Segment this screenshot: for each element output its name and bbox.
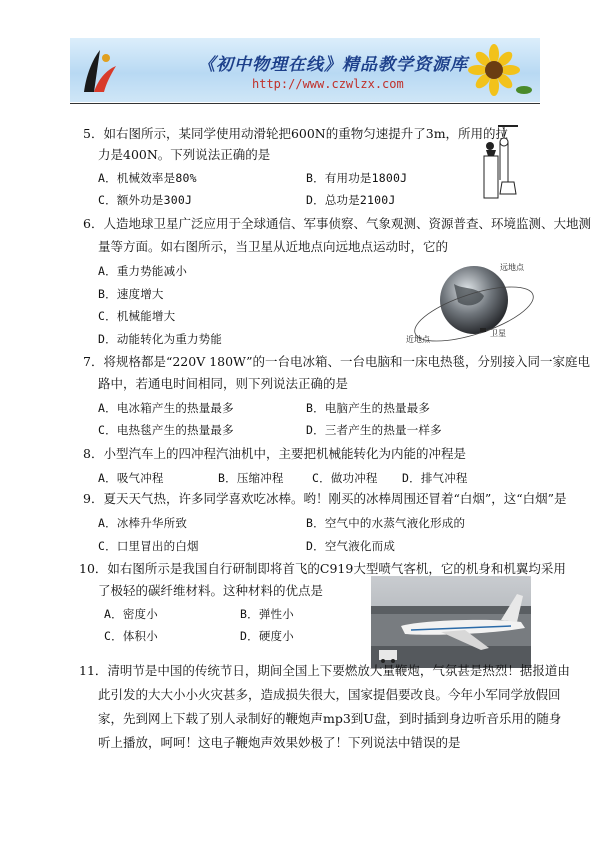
q7-option-c[interactable]: C．电热毯产生的热量最多: [98, 423, 234, 437]
q9-option-d[interactable]: D．空气液化而成: [306, 539, 396, 553]
q10-stem-line-1: 10．如右图所示是我国自行研制即将首飞的C919大型喷气客机，它的机身和机翼均采用: [79, 561, 566, 576]
q8-option-c[interactable]: C．做功冲程: [312, 471, 378, 485]
q6-option-c[interactable]: C．机械能增大: [98, 309, 176, 323]
satellite-icon: [480, 328, 486, 332]
q10-option-d[interactable]: D．硬度小: [240, 629, 294, 643]
q7-option-b[interactable]: B．电脑产生的热量最多: [306, 401, 431, 415]
q9-stem-line-1: 9．夏天天气热，许多同学喜欢吃冰棒。哟！刚买的冰棒周围还冒着“白烟”，这“白烟”是: [83, 491, 567, 506]
q7-stem-line-2: 路中，若通电时间相同，则下列说法正确的是: [98, 376, 349, 391]
site-logo-icon: [76, 46, 120, 96]
header-banner: [70, 38, 540, 102]
sunflower-icon: [464, 40, 534, 100]
c919-airplane-photo: [371, 576, 531, 668]
q5-option-c[interactable]: C．额外功是300J: [98, 193, 193, 207]
q10-option-a[interactable]: A．密度小: [104, 607, 158, 621]
q10-option-c[interactable]: C．体积小: [104, 629, 158, 643]
satellite-orbit-figure: [404, 262, 534, 346]
q6-option-d[interactable]: D．动能转化为重力势能: [98, 332, 223, 346]
q9-option-b[interactable]: B．空气中的水蒸气液化形成的: [306, 516, 466, 530]
q6-stem-line-1: 6．人造地球卫星广泛应用于全球通信、军事侦察、气象观测、资源普查、环境监测、大地测: [83, 216, 591, 231]
q7-option-a[interactable]: A．电冰箱产生的热量最多: [98, 401, 234, 415]
q6-option-b[interactable]: B．速度增大: [98, 287, 164, 301]
q8-option-a[interactable]: A．吸气冲程: [98, 471, 164, 485]
header-rule: [70, 103, 540, 104]
q11-stem-line-1: 11．清明节是中国的传统节日，期间全国上下要燃放大量鞭炮，气氛甚是热烈！据报道由: [79, 663, 570, 678]
q8-option-b[interactable]: B．压缩冲程: [218, 471, 284, 485]
pulley-figure-icon: [470, 124, 520, 204]
label-far-point: 远地点: [500, 263, 524, 272]
site-url[interactable]: http://www.czwlzx.com: [252, 77, 404, 91]
q11-stem-line-4: 听上播放，呵呵！这电子鞭炮声效果妙极了！下列说法中错误的是: [98, 735, 461, 750]
site-title: 《初中物理在线》精品教学资源库: [198, 55, 468, 75]
q5-option-a[interactable]: A．机械效率是80%: [98, 171, 197, 185]
q6-option-a[interactable]: A．重力势能减小: [98, 264, 188, 278]
label-near-point: 近地点: [406, 335, 430, 344]
q6-stem-line-2: 量等方面。如右图所示，当卫星从近地点向远地点运动时，它的: [98, 239, 449, 254]
q10-option-b[interactable]: B．弹性小: [240, 607, 294, 621]
q5-stem-line-2: 力是400N。下列说法正确的是: [98, 147, 271, 162]
q7-stem-line-1: 7．将规格都是“220V 180W”的一台电冰箱、一台电脑和一床电热毯，分别接入同一家庭电: [83, 354, 591, 369]
q5-option-b[interactable]: B．有用功是1800J: [306, 171, 408, 185]
q5-stem-line-1: 5．如右图所示，某同学使用动滑轮把600N的重物匀速提升了3m，所用的拉: [83, 126, 509, 141]
q7-option-d[interactable]: D．三者产生的热量一样多: [306, 423, 442, 437]
q8-option-d[interactable]: D．排气冲程: [402, 471, 468, 485]
q11-stem-line-3: 家，先到网上下载了别人录制好的鞭炮声mp3到U盘，到时插到身边听音乐用的随身: [98, 711, 562, 726]
label-satellite: 卫星: [490, 329, 506, 338]
q9-option-a[interactable]: A．冰棒升华所致: [98, 516, 188, 530]
q8-stem-line-1: 8．小型汽车上的四冲程汽油机中，主要把机械能转化为内能的冲程是: [83, 446, 466, 461]
q5-option-d[interactable]: D．总功是2100J: [306, 193, 396, 207]
q10-stem-line-2: 了极轻的碳纤维材料。这种材料的优点是: [98, 583, 324, 598]
q11-stem-line-2: 此引发的大大小小火灾甚多，造成损失很大，国家提倡要改良。今年小军同学放假回: [98, 687, 561, 702]
q9-option-c[interactable]: C．口里冒出的白烟: [98, 539, 199, 553]
